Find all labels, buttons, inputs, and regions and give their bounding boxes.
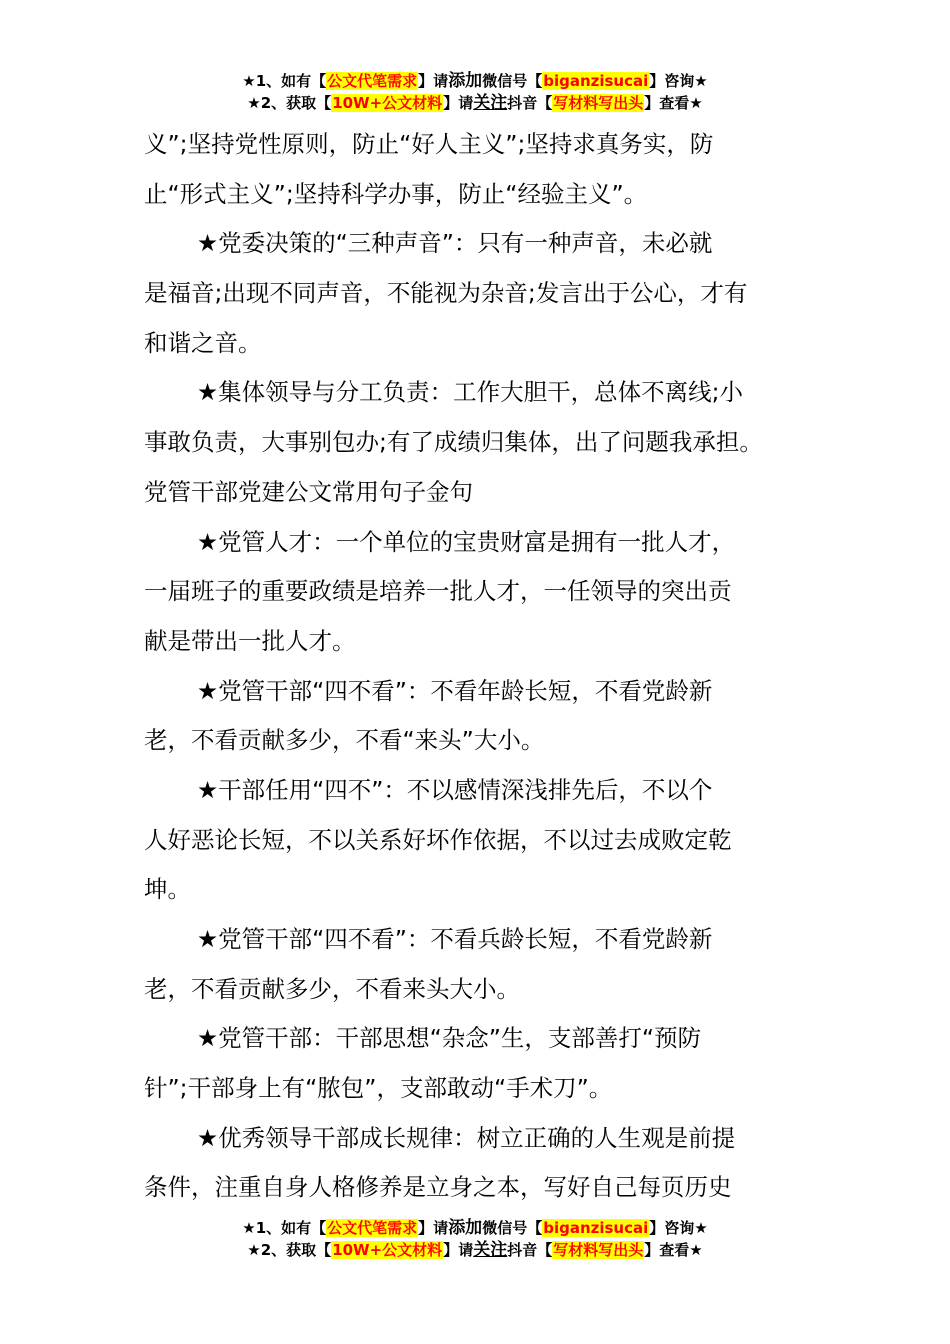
text-line: 和谐之音。 (144, 328, 262, 357)
banner-text: 】咨询★ (649, 72, 708, 90)
text-line: ★党委决策的“三种声音”：只有一种声音，未必就 (197, 229, 713, 258)
banner-text: 微信号【 (482, 1219, 543, 1237)
section-heading: 党管干部党建公文常用句子金句 (144, 477, 473, 506)
footer-banner (0, 1217, 950, 1261)
text-line: ★干部任用“四不”：不以感情深浅排先后，不以个 (197, 775, 713, 804)
banner-text: 】查看★ (644, 94, 703, 112)
banner-text: 】请 (418, 1219, 449, 1237)
text-line: ★党管人才：一个单位的宝贵财富是拥有一批人才， (197, 527, 736, 556)
header-banner (0, 70, 950, 114)
banner-emphasis: 关注 (473, 93, 508, 113)
banner-text: ★2、获取【 (247, 1241, 332, 1259)
banner-highlight: 写材料写出头 (553, 1241, 644, 1259)
banner-emphasis: 添加 (448, 1218, 483, 1238)
banner-text: ★2、获取【 (247, 94, 332, 112)
banner-text: 】请 (443, 1241, 474, 1259)
banner-text: 抖音【 (507, 1241, 553, 1259)
text-line: 义”;坚持党性原则，防止“好人主义”;坚持求真务实，防 (144, 130, 714, 158)
text-line: 条件，注重自身人格修养是立身之本，写好自己每页历史 (144, 1173, 732, 1202)
banner-highlight: biganzisucai (543, 1219, 649, 1237)
banner-emphasis: 关注 (473, 1240, 508, 1260)
text-line: 是福音;出现不同声音，不能视为杂音;发言出于公心，才有 (144, 279, 748, 308)
text-line: ★集体领导与分工负责：工作大胆干，总体不离线;小 (197, 378, 743, 407)
banner-text: 】咨询★ (649, 1219, 708, 1237)
text-line: ★党管干部“四不看”：不看年龄长短，不看党龄新 (197, 676, 713, 705)
text-line: ★优秀领导干部成长规律：树立正确的人生观是前提 (197, 1123, 736, 1152)
banner-highlight: 公文代笔需求 (327, 72, 418, 90)
banner-text: 】请 (443, 94, 474, 112)
banner-line-1 (0, 1217, 950, 1239)
text-line: 止“形式主义”;坚持科学办事，防止“经验主义”。 (144, 179, 648, 208)
text-line: 针”;干部身上有“脓包”，支部敢动“手术刀”。 (144, 1074, 613, 1103)
banner-text: 微信号【 (482, 72, 543, 90)
text-line: 人好恶论长短，不以关系好坏作依据，不以过去成败定乾 (144, 825, 732, 854)
banner-line-2 (0, 92, 950, 114)
text-line: 事敢负责，大事别包办;有了成绩归集体，出了问题我承担。 (144, 428, 763, 457)
text-line: ★党管干部“四不看”：不看兵龄长短，不看党龄新 (197, 925, 713, 953)
banner-text: 抖音【 (507, 94, 553, 112)
text-line: 老，不看贡献多少，不看“来头”大小。 (144, 726, 545, 755)
text-line: 老，不看贡献多少，不看来头大小。 (144, 974, 520, 1003)
banner-highlight: 公文代笔需求 (327, 1219, 418, 1237)
banner-line-2 (0, 1239, 950, 1261)
banner-highlight: biganzisucai (543, 72, 649, 90)
text-line: 一届班子的重要政绩是培养一批人才，一任领导的突出贡 (144, 577, 732, 606)
text-line: 坤。 (144, 875, 191, 904)
banner-highlight: 10W+公文材料 (332, 1241, 443, 1259)
banner-text: 】查看★ (644, 1241, 703, 1259)
banner-text: ★1、如有【 (242, 1219, 327, 1237)
banner-line-1 (0, 70, 950, 92)
banner-text: 】请 (418, 72, 449, 90)
document-body (144, 120, 814, 1213)
banner-highlight: 写材料写出头 (553, 94, 644, 112)
text-line: 献是带出一批人才。 (144, 626, 356, 655)
banner-highlight: 10W+公文材料 (332, 94, 443, 112)
text-line: ★党管干部：干部思想“杂念”生，支部善打“预防 (197, 1024, 702, 1053)
banner-emphasis: 添加 (448, 71, 483, 91)
banner-text: ★1、如有【 (242, 72, 327, 90)
